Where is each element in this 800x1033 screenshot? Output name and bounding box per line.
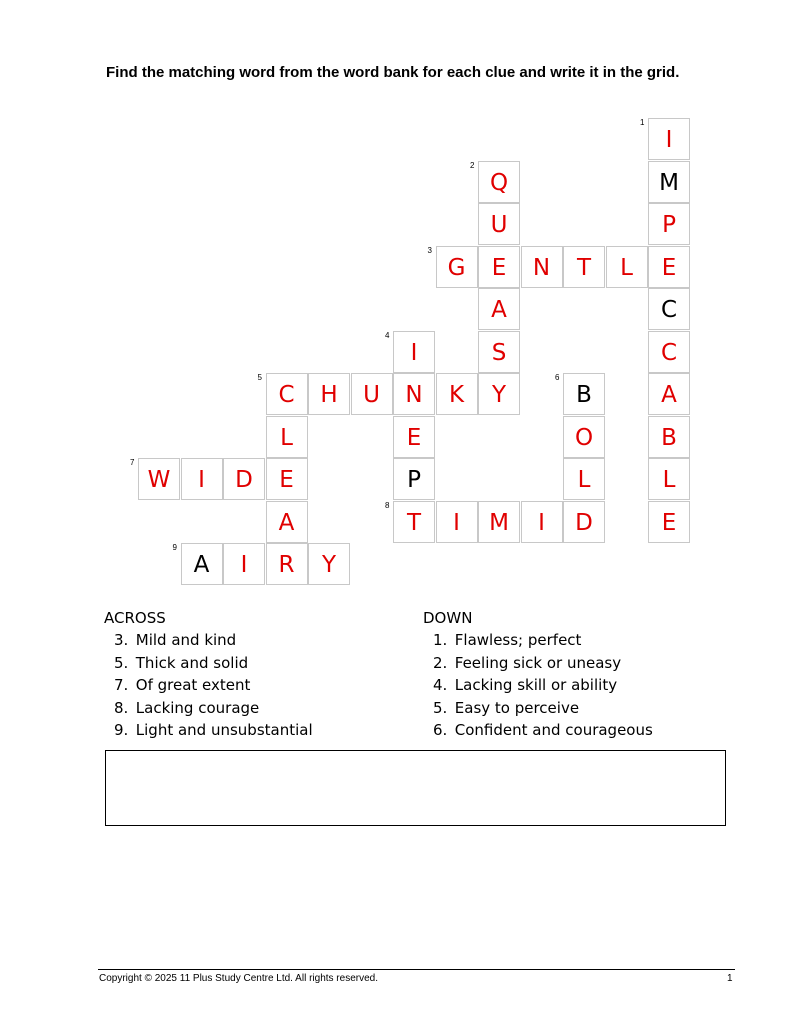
cell-letter: I [538, 509, 545, 536]
grid-cell[interactable] [181, 458, 223, 500]
cell-letter: M [489, 509, 509, 536]
page-number: 1 [727, 973, 733, 984]
grid-cell[interactable] [648, 331, 690, 373]
grid-cell[interactable] [223, 543, 265, 585]
cell-letter: E [279, 467, 294, 493]
grid-cell[interactable] [436, 501, 478, 543]
clue-number: 8 [385, 500, 390, 510]
grid-cell[interactable] [308, 373, 350, 415]
grid-cell[interactable] [648, 203, 690, 245]
grid-cell[interactable] [172, 543, 223, 585]
grid-cell[interactable] [563, 416, 605, 458]
cell-letter: K [448, 382, 465, 408]
cell-letter: A [278, 509, 295, 536]
clue-number: 3. [114, 631, 129, 649]
grid-cell[interactable] [308, 543, 350, 585]
cell-letter: C [660, 339, 678, 366]
cell-letter: D [575, 509, 593, 536]
cell-letter: T [576, 254, 592, 281]
cell-letter: A [193, 552, 210, 578]
clue-number: 1 [640, 118, 645, 127]
down-clue [423, 629, 653, 652]
cell-letter: I [240, 552, 248, 578]
clue-number: 2. [433, 653, 448, 672]
down-heading: DOWN [423, 609, 473, 627]
cell-letter: A [661, 382, 677, 408]
cell-letter: E [491, 254, 507, 281]
across-clue [104, 697, 313, 720]
cell-letter: S [491, 339, 507, 366]
cell-letter: T [406, 509, 422, 536]
cell-letter: P [407, 467, 421, 493]
cell-letter: N [405, 382, 423, 408]
grid-cell[interactable] [563, 501, 605, 543]
across-clues [104, 607, 313, 742]
cell-letter: G [447, 254, 466, 281]
grid-cell[interactable] [640, 118, 690, 160]
grid-cell[interactable] [266, 416, 308, 458]
grid-cell[interactable] [393, 458, 435, 500]
across-clue [104, 652, 313, 675]
clue-number: 6. [433, 721, 448, 739]
grid-cell[interactable] [130, 458, 180, 500]
grid-cell[interactable] [521, 246, 563, 288]
cell-letter: W [147, 467, 171, 493]
grid-cell[interactable] [648, 416, 690, 458]
cell-letter: A [491, 297, 507, 323]
down-clue [423, 674, 653, 697]
grid-cell[interactable] [648, 288, 690, 330]
grid-cell[interactable] [266, 501, 308, 543]
footer-divider [98, 969, 735, 970]
across-clue [104, 674, 313, 697]
cell-letter: B [576, 382, 592, 408]
cell-letter: I [410, 339, 418, 366]
clue-text: Thick and solid [131, 653, 249, 672]
cell-letter: L [280, 424, 293, 451]
grid-cell[interactable] [393, 416, 435, 458]
grid-cell[interactable] [478, 203, 520, 245]
grid-cell[interactable] [521, 501, 563, 543]
clue-text: Of great extent [131, 676, 251, 694]
clue-number: 5 [257, 373, 262, 382]
grid-cell[interactable] [385, 330, 435, 373]
grid-cell[interactable] [648, 246, 690, 288]
word-bank [105, 750, 726, 826]
cell-letter: I [198, 467, 205, 493]
grid-cell[interactable] [555, 373, 605, 415]
cell-letter: H [320, 382, 338, 408]
grid-cell[interactable] [393, 373, 435, 415]
clue-text: Feeling sick or uneasy [450, 653, 622, 672]
clue-number: 9. [114, 721, 129, 739]
cell-letter: C [278, 382, 295, 408]
grid-cell[interactable] [436, 373, 478, 415]
down-clue [423, 719, 653, 742]
cell-letter: E [661, 509, 677, 536]
cell-letter: B [661, 424, 677, 451]
cell-letter: U [490, 212, 508, 238]
cell-letter: D [235, 467, 253, 493]
grid-cell[interactable] [606, 246, 648, 288]
grid-cell[interactable] [266, 458, 308, 500]
clue-number: 9 [172, 543, 177, 552]
grid-cell[interactable] [478, 501, 520, 543]
clue-text: Lacking courage [131, 698, 260, 717]
cell-letter: Y [321, 552, 337, 578]
down-clues [423, 607, 653, 742]
grid-cell[interactable] [385, 500, 435, 543]
cell-letter: C [660, 297, 678, 323]
cell-letter: P [662, 212, 676, 238]
cell-letter: Q [489, 169, 509, 196]
across-clue [104, 629, 313, 652]
grid-cell[interactable] [427, 245, 478, 288]
clue-number: 3 [427, 245, 432, 255]
grid-cell[interactable] [648, 161, 690, 203]
across-clue [104, 719, 313, 742]
cell-letter: U [363, 382, 380, 408]
cell-letter: M [659, 169, 679, 196]
cell-letter: O [574, 424, 594, 451]
grid-cell[interactable] [648, 501, 690, 543]
clue-number: 5. [433, 698, 448, 717]
grid-cell[interactable] [266, 543, 308, 585]
grid-cell[interactable] [648, 458, 690, 500]
cell-letter: E [406, 424, 422, 451]
cell-letter: L [662, 467, 676, 493]
grid-cell[interactable] [648, 373, 690, 415]
cell-letter: L [620, 254, 633, 281]
cell-letter: N [532, 254, 551, 281]
grid-cell[interactable] [478, 373, 520, 415]
grid-cell[interactable] [257, 373, 308, 415]
grid-cell[interactable] [563, 458, 605, 500]
grid-cell[interactable] [470, 160, 520, 203]
grid-cell[interactable] [478, 288, 520, 330]
down-clue [423, 652, 653, 675]
clue-text: Confident and courageous [450, 721, 653, 739]
cell-letter: E [661, 254, 677, 281]
clue-text: Flawless; perfect [450, 631, 582, 649]
clue-text: Light and unsubstantial [131, 721, 313, 739]
grid-cell[interactable] [563, 246, 605, 288]
clue-number: 1. [433, 631, 448, 649]
cell-letter: I [665, 127, 673, 153]
copyright-notice: Copyright © 2025 11 Plus Study Centre Ltd. All rights reserved. [99, 973, 378, 984]
cell-letter: I [453, 509, 460, 536]
grid-cell[interactable] [223, 458, 265, 500]
cell-letter: Y [491, 382, 507, 408]
clue-number: 4 [385, 330, 390, 340]
clue-text: Mild and kind [131, 631, 237, 649]
clue-number: 2 [470, 160, 475, 170]
clue-number: 7. [114, 676, 129, 694]
cell-letter: R [278, 552, 295, 578]
clue-number: 6 [555, 373, 560, 382]
clue-text: Lacking skill or ability [450, 676, 618, 694]
clue-number: 4. [433, 676, 448, 694]
grid-cell[interactable] [351, 373, 393, 415]
cell-letter: L [577, 467, 591, 493]
down-clue [423, 697, 653, 720]
instructions: Find the matching word from the word bank for each clue and write it in the grid. [106, 64, 680, 81]
grid-cell[interactable] [478, 331, 520, 373]
across-heading: ACROSS [104, 609, 166, 627]
grid-cell[interactable] [478, 246, 520, 288]
clue-number: 8. [114, 698, 129, 717]
clue-number: 7 [130, 458, 135, 467]
clue-number: 5. [114, 653, 129, 672]
clue-text: Easy to perceive [450, 698, 580, 717]
